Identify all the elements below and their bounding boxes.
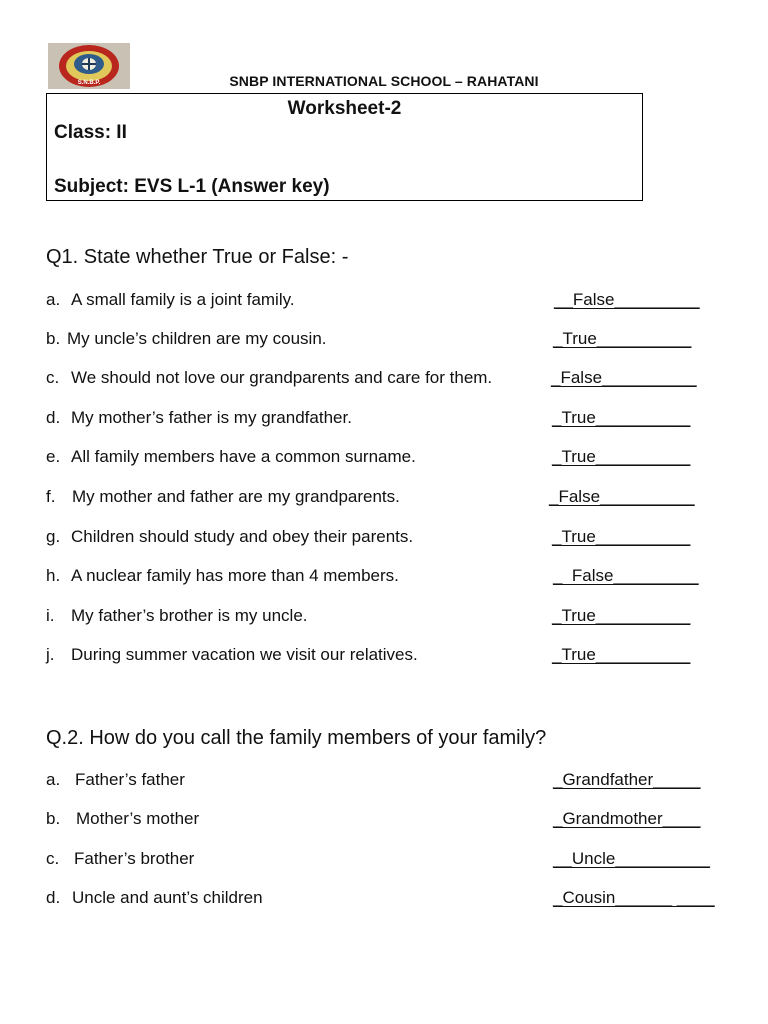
list-item <box>46 368 722 390</box>
list-item <box>46 527 722 549</box>
item-letter: g. <box>46 527 61 546</box>
item-letter: b. <box>46 809 61 828</box>
list-item <box>46 645 722 667</box>
item-answer: _Grandfather_____ <box>553 770 701 789</box>
item-answer: _False__________ <box>549 487 695 506</box>
item-answer: _True__________ <box>552 645 691 664</box>
item-answer: __False_________ <box>554 290 700 309</box>
item-question: Mother’s mother <box>76 809 200 828</box>
item-question: My father’s brother is my uncle. <box>71 606 308 625</box>
list-item <box>46 487 722 509</box>
item-answer: _True__________ <box>552 527 691 546</box>
item-letter: h. <box>46 566 61 585</box>
list-item <box>46 770 722 792</box>
item-letter: e. <box>46 447 61 466</box>
q1-heading: Q1. State whether True or False: - <box>46 246 349 268</box>
item-letter: b. <box>46 329 61 348</box>
item-answer: _True__________ <box>552 408 691 427</box>
subject-line: Subject: EVS L-1 (Answer key) <box>54 176 330 197</box>
item-answer: _Cousin______ ____ <box>553 888 715 907</box>
item-question: All family members have a common surname. <box>71 447 416 466</box>
list-item <box>46 447 722 469</box>
list-item <box>46 849 722 871</box>
worksheet-title: Worksheet-2 <box>287 98 402 119</box>
item-question: My mother and father are my grandparents. <box>72 487 400 506</box>
list-item <box>46 566 722 588</box>
item-letter: d. <box>46 888 61 907</box>
item-answer: _ False_________ <box>553 566 699 585</box>
item-letter: c. <box>46 368 60 387</box>
item-question: My uncle’s children are my cousin. <box>67 329 327 348</box>
item-question: During summer vacation we visit our relatives. <box>71 645 418 664</box>
item-letter: c. <box>46 849 60 868</box>
item-question: Children should study and obey their parents. <box>71 527 414 546</box>
item-question: Father’s father <box>75 770 185 789</box>
svg-text:S.N.B.P.: S.N.B.P. <box>77 80 101 86</box>
list-item <box>46 408 722 430</box>
list-item <box>46 809 722 831</box>
item-answer: _False__________ <box>551 368 697 387</box>
item-letter: j. <box>46 645 55 664</box>
item-question: A nuclear family has more than 4 members. <box>71 566 399 585</box>
item-question: Father’s brother <box>74 849 195 868</box>
class-line: Class: II <box>54 122 127 143</box>
item-question: Uncle and aunt’s children <box>72 888 263 907</box>
school-name: SNBP INTERNATIONAL SCHOOL – RAHATANI <box>229 73 539 89</box>
item-question: We should not love our grandparents and care for them. <box>71 368 493 387</box>
header-box <box>46 93 643 201</box>
list-item <box>46 329 722 351</box>
list-item <box>46 888 722 910</box>
item-letter: f. <box>46 487 56 506</box>
item-answer: _Grandmother____ <box>553 809 701 828</box>
q2-heading: Q.2. How do you call the family members of your family? <box>46 727 547 749</box>
item-letter: i. <box>46 606 55 625</box>
item-answer: _True__________ <box>552 606 691 625</box>
item-letter: a. <box>46 770 61 789</box>
list-item <box>46 606 722 628</box>
item-letter: d. <box>46 408 61 427</box>
item-question: My mother’s father is my grandfather. <box>71 408 352 427</box>
item-answer: _True__________ <box>553 329 692 348</box>
item-answer: _True__________ <box>552 447 691 466</box>
list-item <box>46 290 722 312</box>
item-question: A small family is a joint family. <box>71 290 295 309</box>
item-letter: a. <box>46 290 61 309</box>
item-answer: __Uncle__________ <box>553 849 710 868</box>
